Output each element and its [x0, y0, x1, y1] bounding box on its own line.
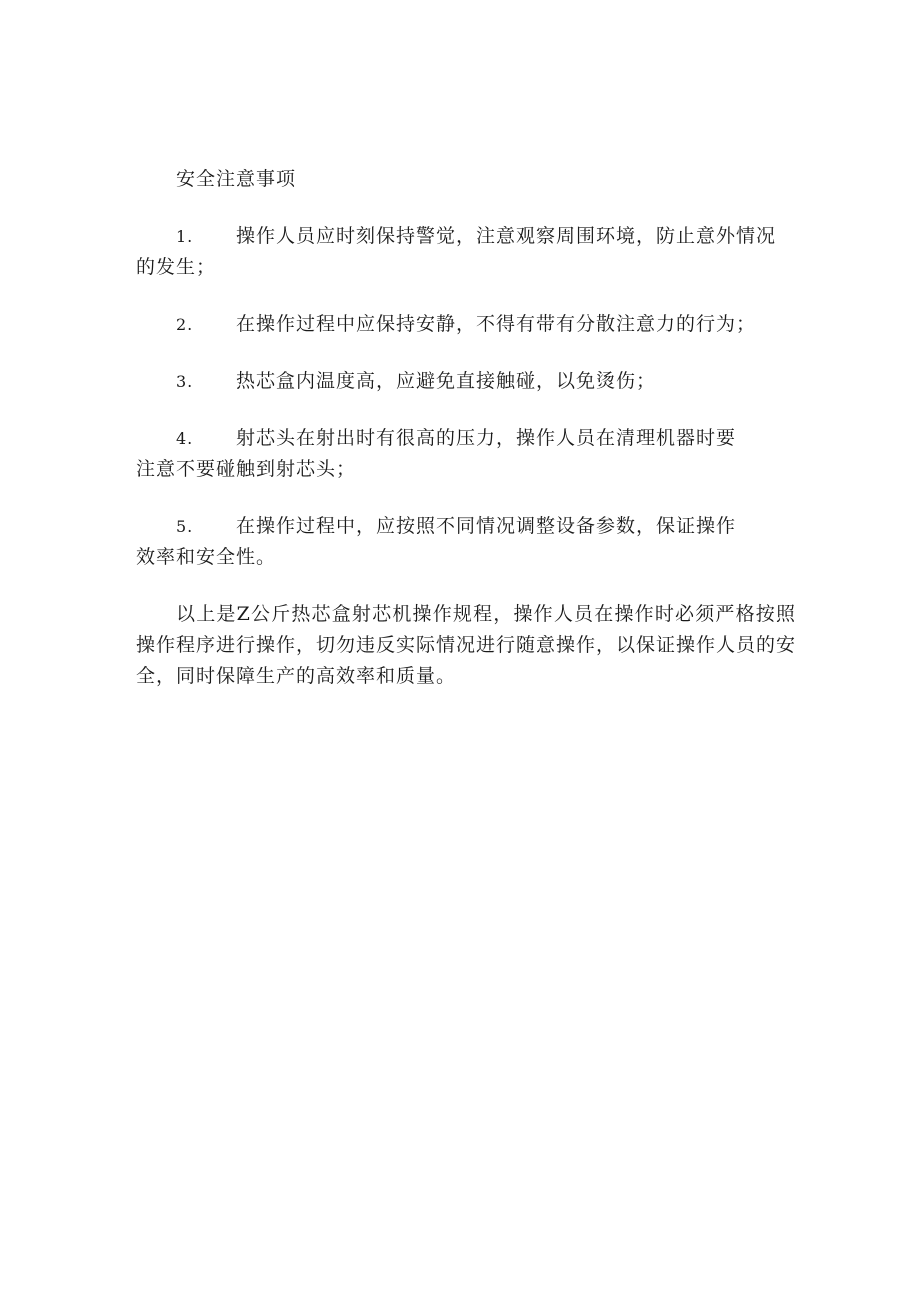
- list-item-number: 2.: [176, 315, 194, 334]
- list-item-number: 1.: [176, 227, 194, 246]
- list-item-text: 在操作过程中，应按照不同情况调整设备参数，保证操作: [236, 515, 737, 537]
- list-item: [136, 511, 796, 573]
- document-content: [136, 164, 796, 692]
- list-item-continuation: 效率和安全性。: [136, 546, 277, 568]
- list-item-number: 5.: [176, 517, 194, 536]
- list-item: [136, 366, 796, 397]
- list-item-continuation: 注意不要碰触到射芯头；: [136, 458, 357, 480]
- list-item-number: 3.: [176, 372, 194, 391]
- list-item-number: 4.: [176, 429, 194, 448]
- section-heading: 安全注意事项: [176, 168, 297, 190]
- list-item-text: 射芯头在射出时有很高的压力，操作人员在清理机器时要: [236, 427, 737, 449]
- list-item: [136, 423, 796, 485]
- list-item-continuation: 的发生；: [136, 256, 217, 278]
- list-item: [136, 309, 796, 340]
- list-item-text: 热芯盒内温度高，应避免直接触碰，以免烫伤；: [236, 370, 657, 392]
- list-item: [136, 221, 796, 283]
- summary-paragraph: 以上是Z公斤热芯盒射芯机操作规程，操作人员在操作时必须严格按照操作程序进行操作，切勿违反实际情况进行随意操作，以保证操作人员的安全，同时保障生产的高效率和质量。: [136, 603, 797, 687]
- list-item-text: 在操作过程中应保持安静，不得有带有分散注意力的行为；: [236, 313, 757, 335]
- list-item-text: 操作人员应时刻保持警觉，注意观察周围环境，防止意外情况: [236, 225, 777, 247]
